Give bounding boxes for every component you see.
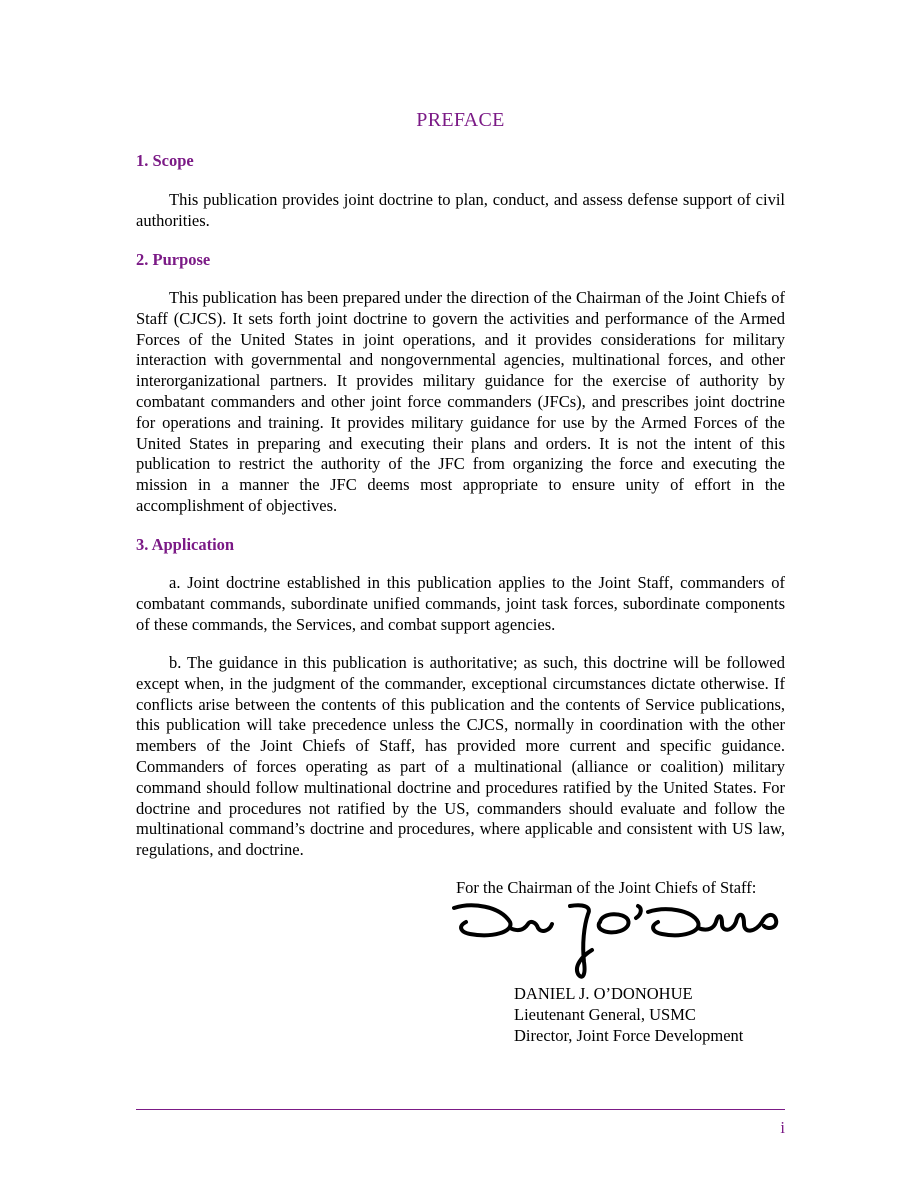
signature-for-line: For the Chairman of the Joint Chiefs of Staff:	[456, 878, 757, 897]
footer-divider	[136, 1109, 785, 1110]
application-paragraph-a: a. Joint doctrine established in this publication applies to the Joint Staff, commanders of combatant commands, subordinate unified commands, joint task forces, subordinate components of these commands, the Services, and combat support agencies.	[136, 573, 785, 634]
page-number: i	[780, 1118, 785, 1137]
handwritten-signature	[452, 900, 802, 984]
section-heading-purpose: 2. Purpose	[136, 250, 211, 269]
application-paragraph-b: b. The guidance in this publication is authoritative; as such, this doctrine will be followed except when, in the judgment of the commander, exceptional circumstances dictate otherwise. If conflicts arise between the contents of this publication and the contents of Service publications, this publication will take precedence unless the CJCS, normally in coordination with the other members of the Joint Chiefs of Staff, has provided more current and specific guidance. Commanders of forces operating as part of a multinational (alliance or coalition) military command should follow multinational doctrine and procedures ratified by the United States. For doctrine and procedures not ratified by the US, commanders should evaluate and follow the multinational command’s doctrine and procedures, where applicable and consistent with US law, regulations, and doctrine.	[136, 653, 785, 860]
signatory-details	[514, 984, 743, 1046]
signatory-position: Director, Joint Force Development	[514, 1025, 744, 1045]
signatory-rank: Lieutenant General, USMC	[514, 1004, 696, 1024]
scope-paragraph: This publication provides joint doctrine to plan, conduct, and assess defense support of civil authorities.	[136, 190, 785, 230]
purpose-paragraph: This publication has been prepared under the direction of the Chairman of the Joint Chiefs of Staff (CJCS). It sets forth joint doctrine to govern the activities and performance of the Armed Forces of the United States in joint operations, and it provides considerations for military interaction with governmental and nongovernmental agencies, multinational forces, and other interorganizational partners. It provides military guidance for the exercise of authority by combatant commanders and other joint force commanders (JFCs), and prescribes joint doctrine for operations and training. It provides military guidance for use by the Armed Forces of the United States in preparing and executing their plans and orders. It is not the intent of this publication to restrict the authority of the JFC from organizing the force and executing the mission in a manner the JFC deems most appropriate to ensure unity of effort in the accomplishment of objectives.	[136, 288, 785, 515]
section-heading-scope: 1. Scope	[136, 151, 194, 170]
section-heading-application: 3. Application	[136, 535, 235, 554]
page-title: PREFACE	[416, 109, 505, 131]
signatory-name: DANIEL J. O’DONOHUE	[514, 984, 693, 1003]
